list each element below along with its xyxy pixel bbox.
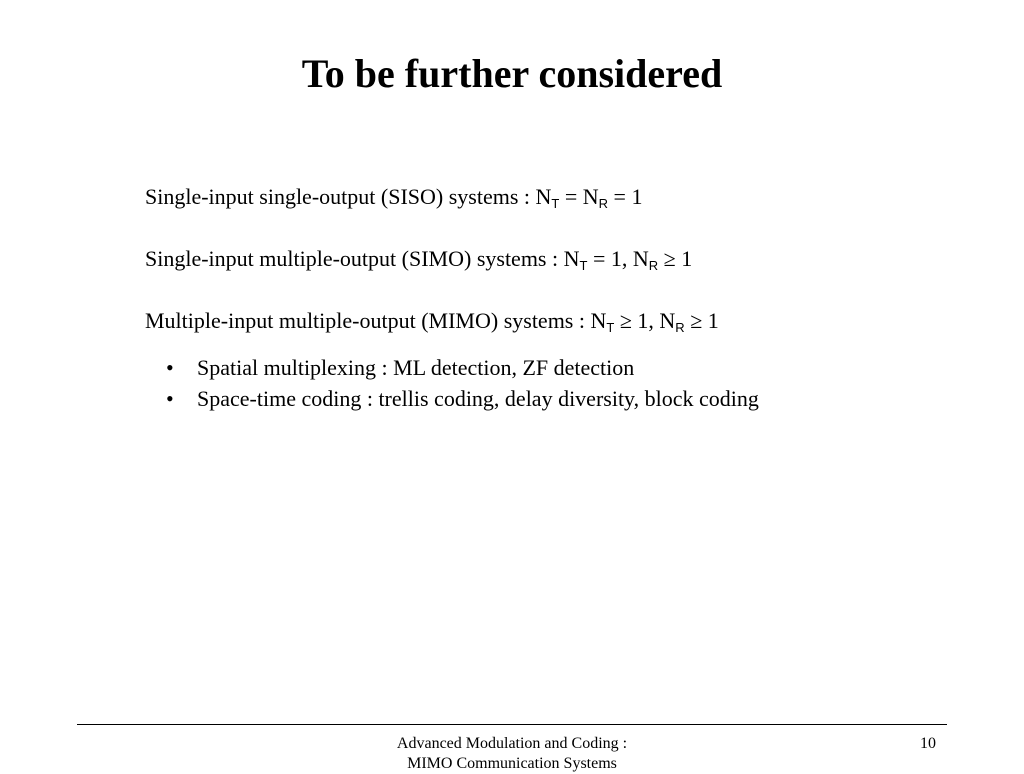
list-item bbox=[166, 383, 759, 414]
mimo-subscript-t: T bbox=[606, 320, 615, 335]
simo-subscript-r: R bbox=[648, 258, 659, 273]
siso-relation: = N bbox=[559, 184, 599, 209]
page-number: 10 bbox=[920, 735, 936, 752]
siso-subscript-t: T bbox=[551, 196, 560, 211]
mimo-bullet-list bbox=[166, 352, 759, 414]
mimo-subscript-r: R bbox=[675, 320, 685, 335]
simo-value: ≥ 1 bbox=[658, 246, 693, 271]
siso-value: = 1 bbox=[608, 184, 643, 209]
siso-system-line bbox=[145, 183, 642, 211]
footer-divider bbox=[77, 724, 947, 725]
list-item bbox=[166, 352, 759, 383]
siso-subscript-r: R bbox=[598, 196, 609, 211]
list-item-text: Space-time coding : trellis coding, delay diversity, block coding bbox=[197, 386, 759, 411]
slide-title: To be further considered bbox=[301, 51, 723, 96]
mimo-relation: ≥ 1, N bbox=[614, 308, 676, 333]
mimo-system-line bbox=[145, 307, 719, 335]
bullet-icon: • bbox=[166, 386, 174, 411]
simo-label: Single-input multiple-output (SIMO) systems : N bbox=[145, 246, 580, 271]
list-item-text: Spatial multiplexing : ML detection, ZF detection bbox=[197, 355, 635, 380]
simo-subscript-t: T bbox=[579, 258, 588, 273]
mimo-value: ≥ 1 bbox=[684, 308, 719, 333]
siso-label: Single-input single-output (SISO) systems : N bbox=[145, 184, 552, 209]
footer-caption bbox=[312, 734, 712, 774]
simo-system-line bbox=[145, 245, 692, 273]
mimo-label: Multiple-input multiple-output (MIMO) systems : N bbox=[145, 308, 607, 333]
footer-line-1: Advanced Modulation and Coding : bbox=[396, 735, 628, 752]
simo-relation: = 1, N bbox=[587, 246, 649, 271]
footer-line-2: MIMO Communication Systems bbox=[407, 755, 617, 772]
bullet-icon: • bbox=[166, 355, 174, 380]
